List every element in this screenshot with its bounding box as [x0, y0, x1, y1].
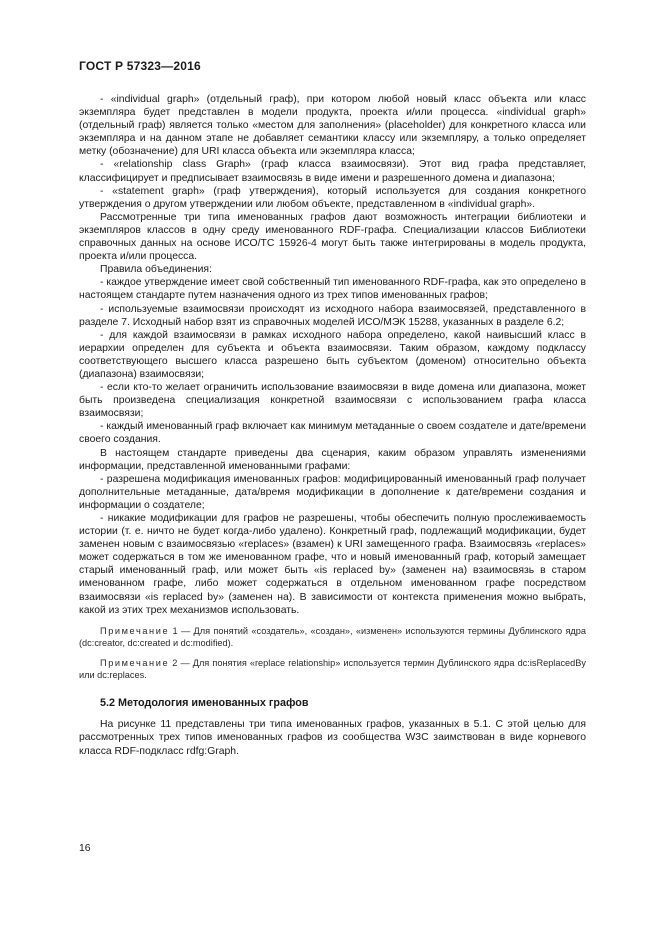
note-2: [79, 657, 586, 682]
note-label: Примечание: [100, 657, 170, 668]
document-body: [79, 93, 586, 758]
list-item-relationship-class-graph: - «relationship class Graph» (граф класса взаимосвязи). Этот вид графа представляет, классифицирует и предписывает взаимосвязь в виде имени и разрешенного домена и диапазона;: [79, 159, 586, 184]
body-paragraph: В настоящем стандарте приведены два сценария, каким образом управлять изменениями информации, представленной именованными графами:: [79, 447, 586, 472]
section-heading: 5.2 Методология именованных графов: [100, 697, 309, 710]
note-text: 1 — Для понятий «создатель», «создан», «изменен» используются термины Дублинского ядра (dc:creator, dc:created и dc:modified).: [79, 625, 586, 649]
note-1: [79, 625, 586, 650]
list-item: - каждый именованный граф включает как минимум метаданные о своем создателе и дате/времени своего создания.: [79, 421, 586, 446]
list-item: - каждое утверждение имеет свой собственный тип именованного RDF-графа, как это определено в настоящем стандарте путем назначения одного из трех типов именованных графов;: [79, 277, 586, 302]
list-item: - если кто-то желает ограничить использование взаимосвязи в виде домена или диапазона, может быть произведена специализация конкретной взаимосвязи с использованием графа класса взаимосвязи;: [79, 382, 586, 420]
list-item: - используемые взаимосвязи происходят из исходного набора взаимосвязей, представленного в разделе 7. Исходный набор взят из справочных моделей ИСО/МЭК 15288, указанных в разделе 6.2;: [79, 303, 586, 328]
note-text: 2 — Для понятия «replace relationship» используется термин Дублинского ядра dc:isReplacedBy или dc:replaces.: [79, 657, 586, 680]
list-item: - для каждой взаимосвязи в рамках исходного набора определено, какой наивысший класс в иерархии определен для субъекта и объекта взаимосвязи. Таким образом, каждому подклассу соответствующего высшего класса разрешено быть субъектом (доменом) относительно объекта (диапазона) взаимосвязи;: [79, 329, 586, 380]
page-number: 16: [79, 843, 91, 854]
list-item-individual-graph: - «individual graph» (отдельный граф), при котором любой новый класс объекта или класс экземпляра будет представлен в модели продукта, проекта и/или процесса. «individual graph» (отдельный граф) является только «местом для заполнения» (placeholder) для конкретного класса или экземпляра и на данном этапе не добавляет семантики классу или экземпляру, а только определяет метку (обозначение) для URI класса объекта или экземпляра класса;: [79, 94, 586, 158]
list-item: - разрешена модификация именованных графов: модифицированный именованный граф получает дополнительные метаданные, дата/время модификации в дополнение к дате/времени создания и информации о создателе;: [79, 473, 586, 511]
list-item: - никакие модификации для графов не разрешены, чтобы обеспечить полную прослеживаемость истории (т. е. ничто не будет когда-либо удалено). Конкретный граф, подлежащий модификации, будет заменен новым с взаимосвязью «replaces» (взамен) к URI замещенного графа. Взаимосвязь «replaces» может содержаться в том же именованном графе, что и новый именованный граф, который замещает старый именованный граф, или может быть «is replaced by» (заменен на) взаимосвязь в старом именованном графе, либо может содержаться в отдельном именованном графе посредством взаимосвязи «is replaced by» (заменен на). В зависимости от контекста применения можно выбрать, какой из этих трех механизмов использовать.: [79, 513, 586, 616]
rules-heading: Правила объединения:: [100, 264, 212, 276]
document-header: ГОСТ Р 57323—2016: [79, 59, 201, 73]
body-paragraph: Рассмотренные три типа именованных графов дают возможность интеграции библиотеки и экземпляров классов в одну среду именованного RDF-графа. Специализации классов Библиотеки справочных данных на основе ИСО/ТС 15926-4 могут быть также интегрированы в модель продукта, проекта и/или процесса.: [79, 211, 586, 263]
list-item-statement-graph: - «statement graph» (граф утверждения), который используется для создания конкретного утверждения о другом утверждении или любом объекте, представленном в «individual graph».: [79, 185, 586, 210]
body-paragraph: На рисунке 11 представлены три типа именованных графов, указанных в 5.1. С этой целью для рассмотренных трех типов именованных графов из сообщества W3C заимствован в виде корневого класса RDF-подкласс rdfg:Graph.: [79, 719, 586, 757]
note-label: Примечание: [100, 625, 170, 636]
